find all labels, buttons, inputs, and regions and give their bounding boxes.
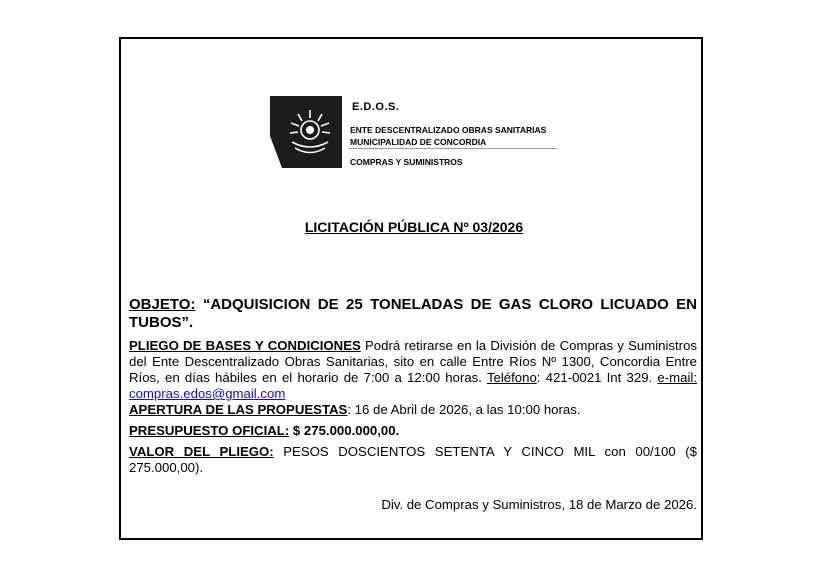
header-divider xyxy=(348,148,557,149)
objeto-label: OBJETO: xyxy=(129,296,196,313)
phone-text: : 421-0021 Int 329. xyxy=(536,370,658,385)
org-full-name: ENTE DESCENTRALIZADO OBRAS SANITARIAS xyxy=(350,125,547,135)
apertura-paragraph xyxy=(129,402,697,418)
notice-title: LICITACIÓN PÚBLICA Nº 03/2026 xyxy=(304,219,524,235)
presupuesto-value: $ 275.000.000,00. xyxy=(289,423,400,438)
objeto-paragraph xyxy=(129,296,697,332)
pliego-text: Podrá retirarse en la División de Compras y Suministros del Ente Descentralizado Obras Sanitarias, sito en calle Entre Ríos Nº 1300, Concordia Entre Ríos, en días hábiles en el horario de 7:00 a 12:00 horas. xyxy=(129,338,697,385)
email-label: e-mail: xyxy=(657,370,697,385)
presupuesto-label: PRESUPUESTO OFICIAL: xyxy=(129,423,290,438)
apertura-label: APERTURA DE LAS PROPUESTAS xyxy=(129,402,348,417)
footer-signature: Div. de Compras y Suministros, 18 de Marzo de 2026. xyxy=(381,497,697,512)
org-short-name: E.D.O.S. xyxy=(352,101,400,113)
pliego-paragraph xyxy=(129,338,697,402)
pliego-label: PLIEGO DE BASES Y CONDICIONES xyxy=(129,338,361,353)
org-department: COMPRAS Y SUMINISTROS xyxy=(350,157,463,167)
presupuesto-paragraph xyxy=(129,423,697,439)
email-link[interactable]: compras.edos@gmail.com xyxy=(129,386,286,401)
org-municipality: MUNICIPALIDAD DE CONCORDIA xyxy=(350,137,487,147)
valor-label: VALOR DEL PLIEGO: xyxy=(129,444,274,459)
edos-logo-icon xyxy=(270,96,342,168)
valor-paragraph xyxy=(129,444,697,476)
objeto-text: “ADQUISICION DE 25 TONELADAS DE GAS CLORO LICUADO EN TUBOS”. xyxy=(129,296,697,331)
valor-text: PESOS DOSCIENTOS SETENTA Y CINCO MIL con 00/100 ($ 275.000,00). xyxy=(129,444,697,475)
apertura-text: : 16 de Abril de 2026, a las 10:00 horas. xyxy=(347,402,581,417)
phone-label: Teléfono xyxy=(486,370,537,385)
